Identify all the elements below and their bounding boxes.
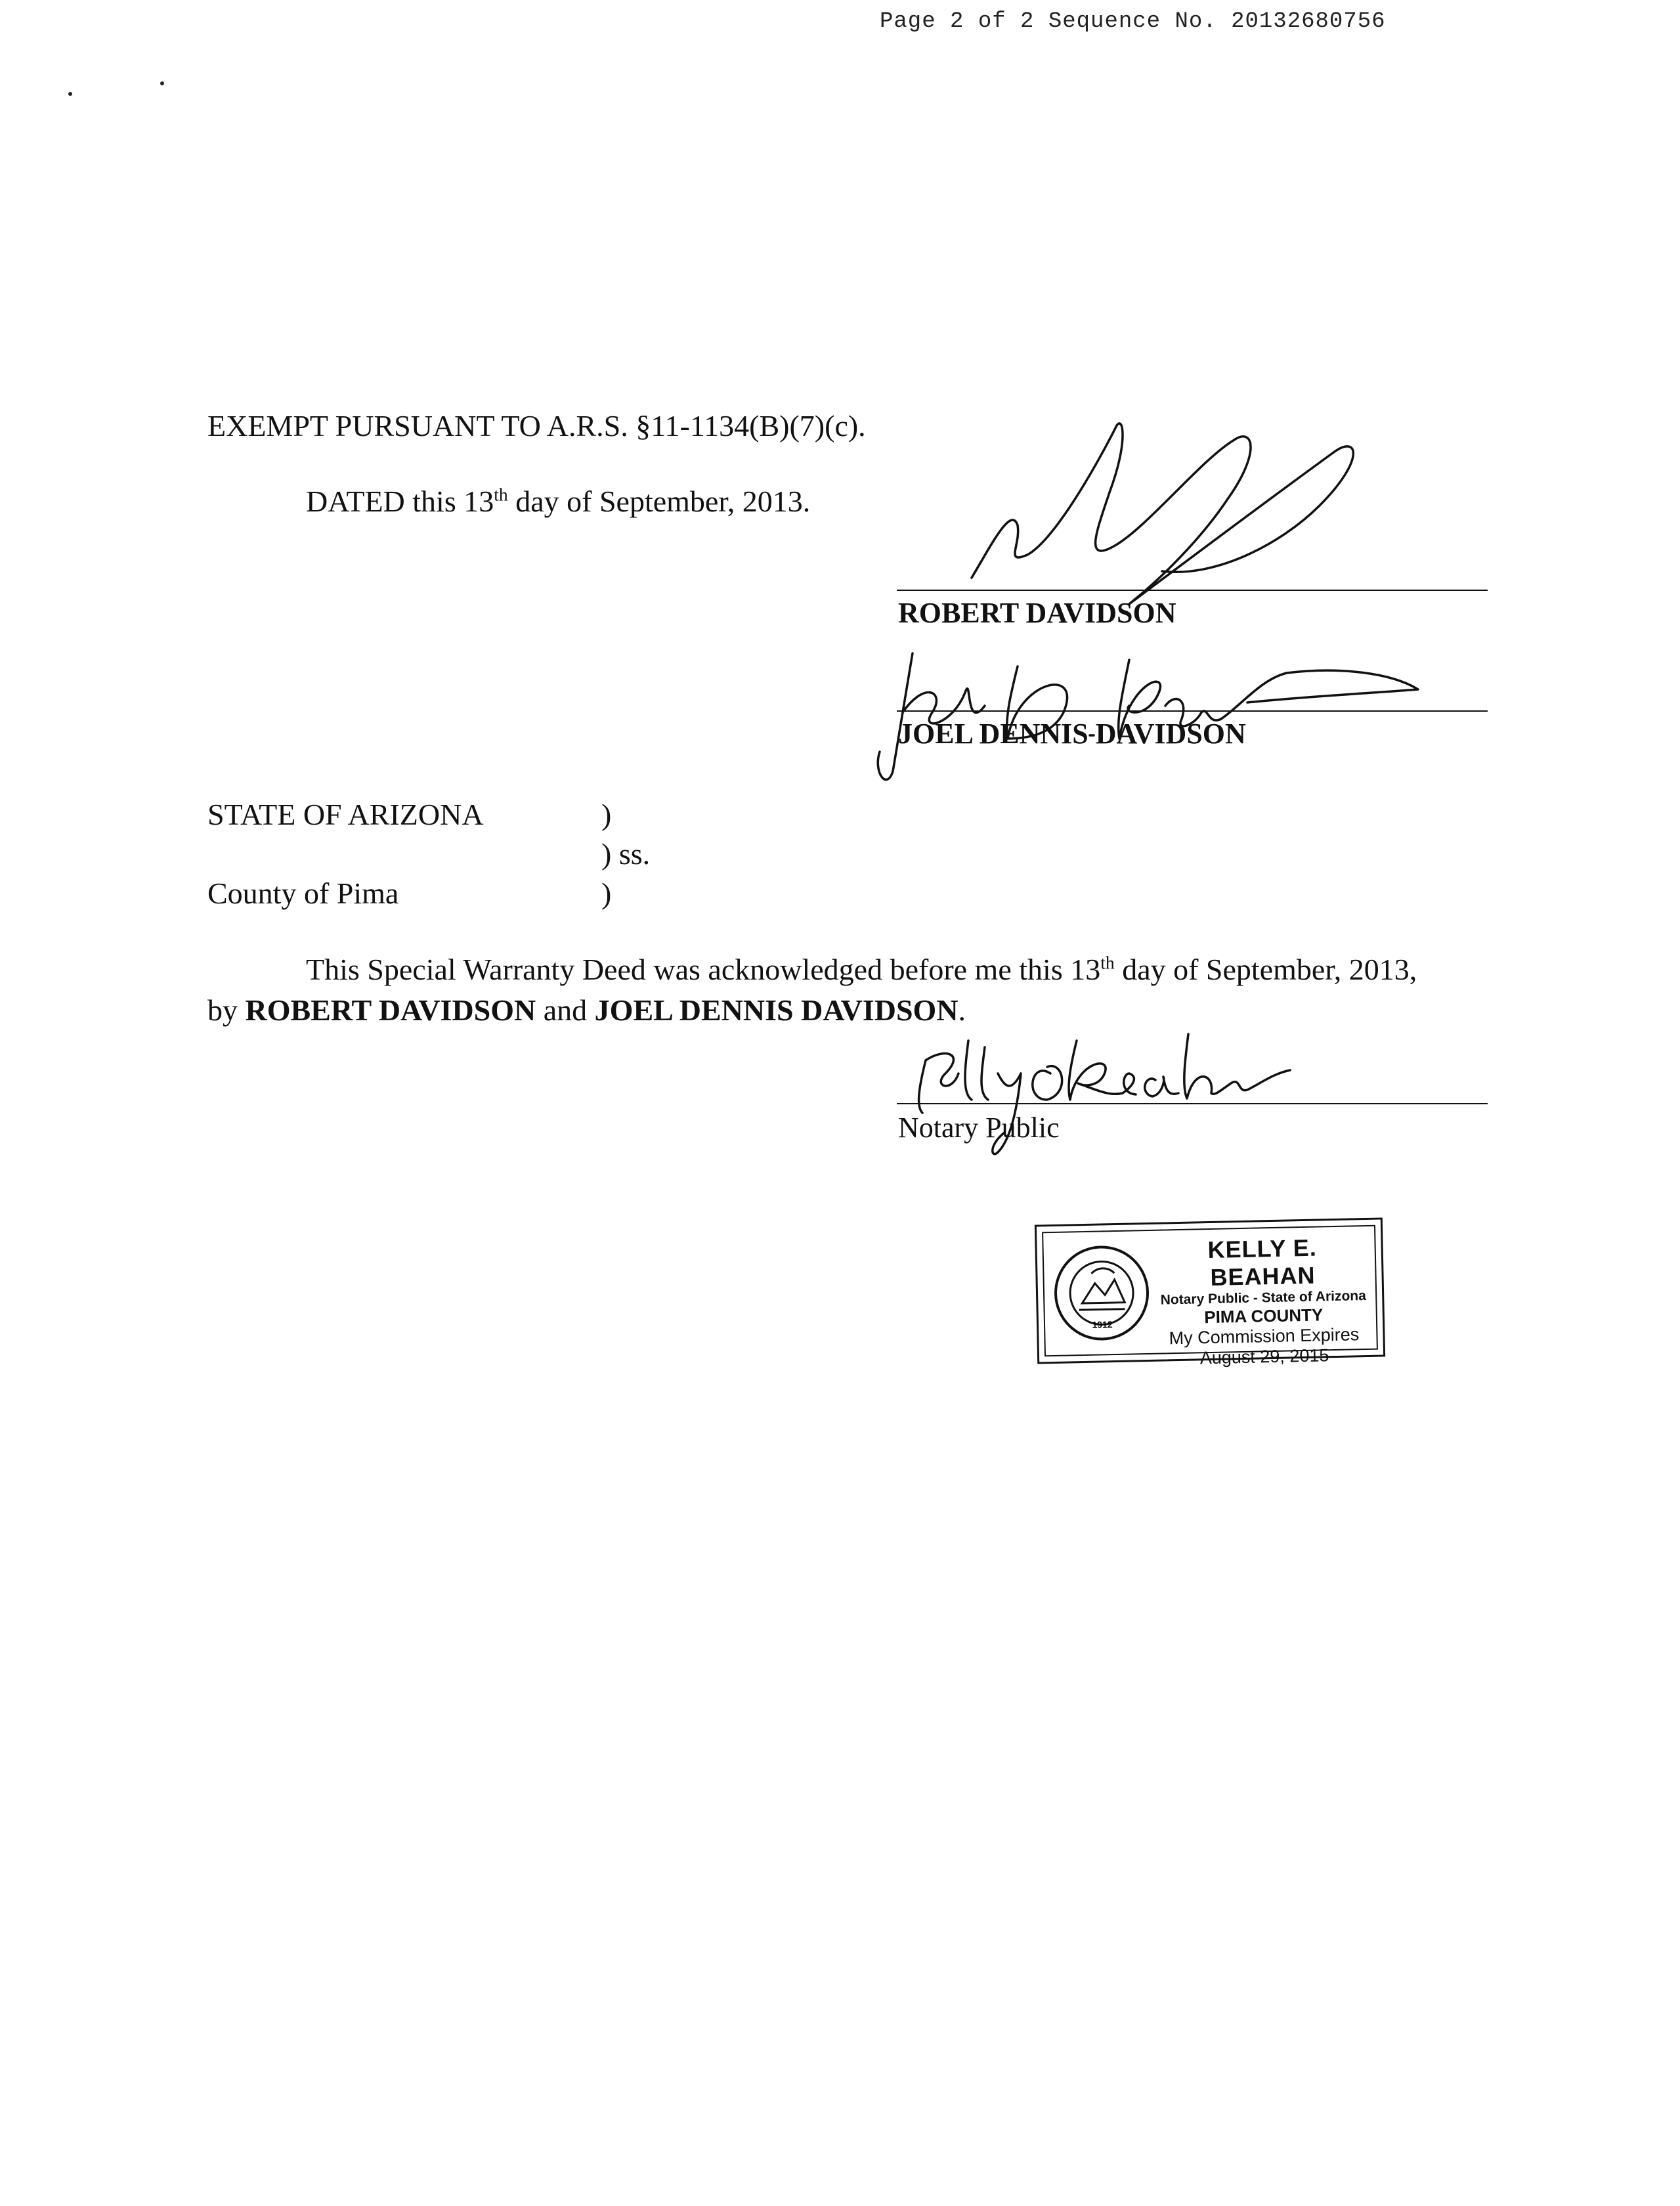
scan-speck bbox=[68, 92, 72, 96]
ack-sup: th bbox=[1100, 952, 1115, 973]
signature-line-notary bbox=[897, 1103, 1488, 1104]
ack-name-joel: JOEL DENNIS DAVIDSON bbox=[594, 993, 958, 1027]
dated-line bbox=[306, 483, 810, 521]
signature-line-robert bbox=[897, 590, 1488, 591]
dated-sup: th bbox=[494, 484, 508, 505]
stamp-expires: August 29, 2015 bbox=[1199, 1345, 1329, 1368]
venue-ss: ) ss. bbox=[601, 837, 651, 871]
ack-suffix: day of September, 2013, bbox=[1114, 953, 1417, 986]
signer-name-robert: ROBERT DAVIDSON bbox=[898, 597, 1176, 629]
robert-davidson-signature bbox=[965, 414, 1385, 611]
venue-paren-top: ) bbox=[601, 798, 612, 831]
dated-suffix: day of September, 2013. bbox=[507, 485, 811, 518]
scan-speck bbox=[160, 81, 164, 85]
notary-signature bbox=[906, 1021, 1366, 1172]
ack-name-robert: ROBERT DAVIDSON bbox=[245, 993, 536, 1027]
ack-by: by bbox=[207, 993, 246, 1027]
stamp-commission: My Commission Expires bbox=[1169, 1324, 1360, 1349]
signature-line-joel bbox=[897, 710, 1488, 712]
ack-end: . bbox=[958, 993, 966, 1027]
ack-and: and bbox=[536, 993, 595, 1027]
acknowledgment-line-2 bbox=[207, 991, 966, 1029]
venue-state: STATE OF ARIZONA bbox=[207, 798, 484, 831]
venue-county: County of Pima bbox=[207, 876, 399, 910]
signer-name-joel: JOEL DENNIS DAVIDSON bbox=[898, 718, 1246, 750]
stamp-county: PIMA COUNTY bbox=[1203, 1305, 1324, 1328]
stamp-notary-name: KELLY E. BEAHAN bbox=[1207, 1234, 1318, 1291]
page-sequence-header: Page 2 of 2 Sequence No. 20132680756 bbox=[880, 9, 1386, 34]
seal-year: 1912 bbox=[1092, 1319, 1113, 1330]
notary-stamp bbox=[1035, 1217, 1385, 1368]
acknowledgment-line-1 bbox=[306, 951, 1417, 989]
dated-prefix: DATED this 13 bbox=[306, 485, 494, 518]
stamp-notary-title: Notary Public - State of Arizona bbox=[1160, 1288, 1366, 1308]
venue-paren-bottom: ) bbox=[601, 876, 612, 910]
ack-prefix: This Special Warranty Deed was acknowledged before me this 13 bbox=[306, 953, 1101, 986]
exempt-statement: EXEMPT PURSUANT TO A.R.S. §11-1134(B)(7)(c). bbox=[207, 409, 866, 443]
stamp-text-block bbox=[1153, 1233, 1373, 1370]
notary-label: Notary Public bbox=[898, 1112, 1060, 1144]
joel-dennis-davidson-signature bbox=[867, 640, 1444, 791]
arizona-seal-icon bbox=[1051, 1243, 1152, 1343]
